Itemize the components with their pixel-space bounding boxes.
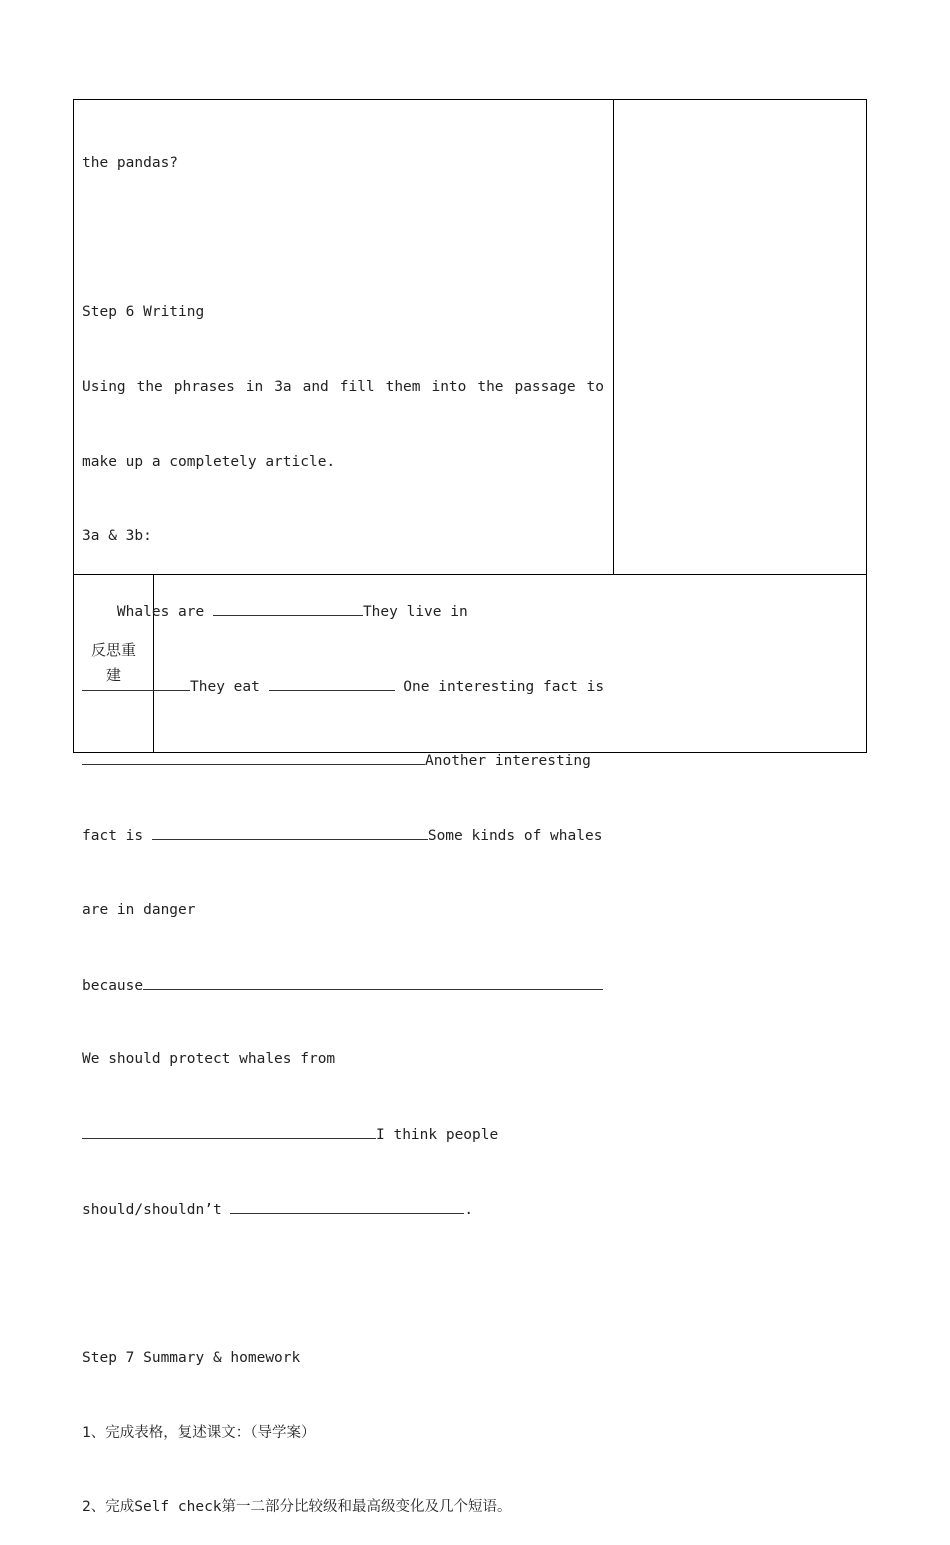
- reflection-label-line: 建: [105, 666, 121, 684]
- passage-text: .: [464, 1201, 474, 1218]
- passage-line: are in danger: [82, 901, 196, 918]
- passage-line: [82, 674, 604, 699]
- fill-blank[interactable]: [230, 1197, 464, 1214]
- instruction-line: make up a completely article.: [82, 453, 336, 470]
- passage-text: Another interesting: [425, 753, 591, 770]
- passage-line: [82, 973, 604, 998]
- reflection-label: [73, 638, 154, 688]
- notes-cell: [613, 99, 867, 575]
- passage-line: [82, 748, 604, 773]
- text-line: the pandas?: [82, 154, 179, 171]
- homework-item: 2、完成Self check第一二部分比较级和最高级变化及几个短语。: [82, 1499, 512, 1516]
- section-heading: 3a & 3b:: [82, 528, 152, 545]
- passage-text: They eat: [190, 678, 269, 695]
- passage-line: [82, 1122, 604, 1147]
- fill-blank[interactable]: [269, 674, 395, 691]
- fill-blank[interactable]: [213, 599, 363, 616]
- passage-line: [82, 823, 604, 848]
- fill-blank[interactable]: [82, 1122, 376, 1139]
- passage-text: fact is: [82, 828, 152, 845]
- passage-text: I think people: [376, 1126, 499, 1143]
- fill-blank[interactable]: [152, 823, 428, 840]
- passage-text: One interesting fact is: [394, 678, 605, 695]
- step-7-heading: Step 7 Summary & homework: [82, 1350, 301, 1367]
- fill-blank[interactable]: [143, 973, 603, 990]
- fill-blank[interactable]: [82, 748, 425, 765]
- passage-line: [82, 599, 604, 624]
- blank-line: [82, 226, 604, 251]
- passage-line: We should protect whales from: [82, 1051, 336, 1068]
- instruction-line: Using the phrases in 3a and fill them into the passage to: [82, 378, 604, 395]
- passage-line: [82, 1197, 604, 1222]
- passage-text: They live in: [362, 604, 468, 621]
- passage-text: Whales are: [82, 604, 213, 621]
- homework-item: 1、完成表格，复述课文：（导学案）: [82, 1424, 316, 1441]
- blank-line: [82, 1271, 604, 1296]
- step-6-heading: Step 6 Writing: [82, 304, 205, 321]
- lesson-text: [82, 101, 604, 1545]
- passage-text: should/shouldn’t: [82, 1201, 231, 1218]
- passage-text: Some kinds of whales: [427, 828, 603, 845]
- passage-text: because: [82, 977, 144, 994]
- reflection-label-line: 反思重: [90, 641, 136, 659]
